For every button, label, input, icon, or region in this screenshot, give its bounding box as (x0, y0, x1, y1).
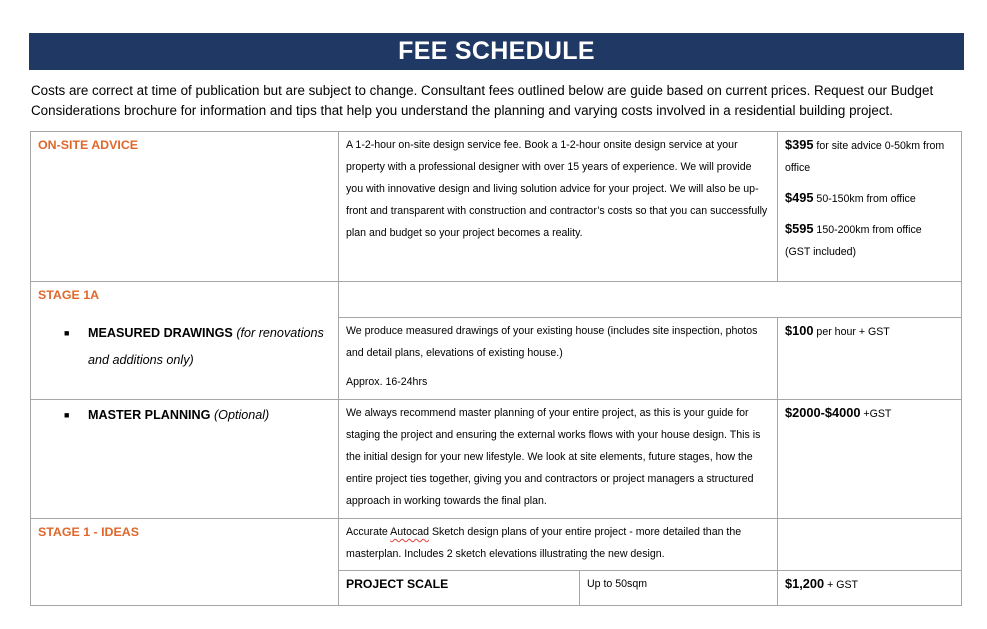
table-row-onsite-advice (31, 132, 962, 282)
measured-drawings-description: We produce measured drawings of your existing house (includes site inspection, photos and detail plans, elevations of existing house.) (346, 325, 758, 359)
bullet-icon: ■ (64, 327, 70, 338)
price-amount: $1,200 (785, 576, 825, 591)
stage-1a-heading: STAGE 1A (38, 288, 100, 302)
bullet-icon: ■ (64, 410, 70, 420)
stage-1a-heading-cell (31, 282, 339, 318)
intro-paragraph: Costs are correct at time of publication but are subject to change. Consultant fees outlined below are guide based on current prices. Request our Budget Considerations brochure for information and tips that help you understand the planning and varying costs involved in a residential building project. (31, 83, 934, 118)
project-scale-price (778, 571, 962, 606)
fee-table (30, 131, 962, 606)
empty-cell (339, 282, 962, 318)
master-planning-title: MASTER PLANNING (88, 408, 211, 422)
stage-1-heading: STAGE 1 - IDEAS (38, 525, 139, 539)
price-note: per hour + GST (813, 326, 890, 338)
price-note: + GST (824, 579, 859, 591)
onsite-price-cell (778, 132, 962, 282)
table-row-stage-1a (31, 282, 962, 318)
page-title: FEE SCHEDULE (29, 33, 964, 70)
measured-drawings-title: MEASURED DRAWINGS (88, 325, 233, 340)
onsite-heading-cell (31, 132, 339, 282)
stage-1-heading-cell (31, 519, 339, 606)
price-note: for site advice 0-50km from office (785, 140, 945, 174)
measured-drawings-description-cell (339, 318, 778, 400)
table-row-stage-1-ideas (31, 519, 962, 571)
table-row-measured-drawings (31, 318, 962, 400)
master-planning-qualifier: (Optional) (213, 408, 270, 422)
spellcheck-flagged-word: Autocad (390, 526, 430, 538)
price-line (785, 218, 954, 241)
master-planning-cell (31, 400, 339, 519)
measured-drawings-qualifier: (for renovations and additions only) (88, 325, 324, 367)
measured-drawings-cell (31, 318, 339, 400)
gst-note: (GST included) (785, 246, 857, 258)
stage-1-description (339, 519, 778, 571)
measured-drawings-price (778, 318, 962, 400)
price-line (785, 187, 954, 210)
empty-cell (778, 519, 962, 571)
price-line (785, 134, 954, 179)
price-amount: $495 (785, 190, 814, 205)
price-note: 150-200km from office (813, 224, 922, 236)
price-amount: $595 (785, 221, 814, 236)
project-scale-label: PROJECT SCALE (346, 577, 449, 591)
project-scale-label-cell (339, 571, 580, 606)
project-scale-value: Up to 50sqm (580, 571, 778, 606)
price-note: +GST (860, 408, 892, 420)
price-amount: $100 (785, 323, 814, 338)
price-note: 50-150km from office (813, 193, 916, 205)
list-item (64, 402, 331, 429)
onsite-description: A 1-2-hour on-site design service fee. Book a 1-2-hour onsite design service at your property with a professional designer with over 15 years of experience. We will provide you with innovative design and living solution advice for your project. We will also be up-front and transparent with construction and contractor’s costs so that you can successfully plan and budget so your project becomes a reality. (339, 132, 778, 282)
master-planning-description: We always recommend master planning of your entire project, as this is your guide for staging the project and ensuring the external works flows with your house design. This is the initial design for your new lifestyle. We look at site elements, future stages, how the entire project ties together, giving you and contractors or project managers a structured approach in working towards the final plan. (339, 400, 778, 519)
master-planning-price (778, 400, 962, 519)
onsite-heading: ON-SITE ADVICE (38, 138, 139, 152)
stage-1-description-text: Accurate (346, 526, 391, 538)
price-amount: $2000-$4000 (785, 405, 861, 420)
list-item (64, 320, 331, 374)
price-amount: $395 (785, 137, 814, 152)
stage-1-description-text: Sketch design plans of your entire project - more detailed than the masterplan. Includes 2 sketch elevations illustrating the new design. (346, 526, 742, 560)
table-row-master-planning (31, 400, 962, 519)
measured-drawings-duration: Approx. 16-24hrs (346, 376, 428, 388)
